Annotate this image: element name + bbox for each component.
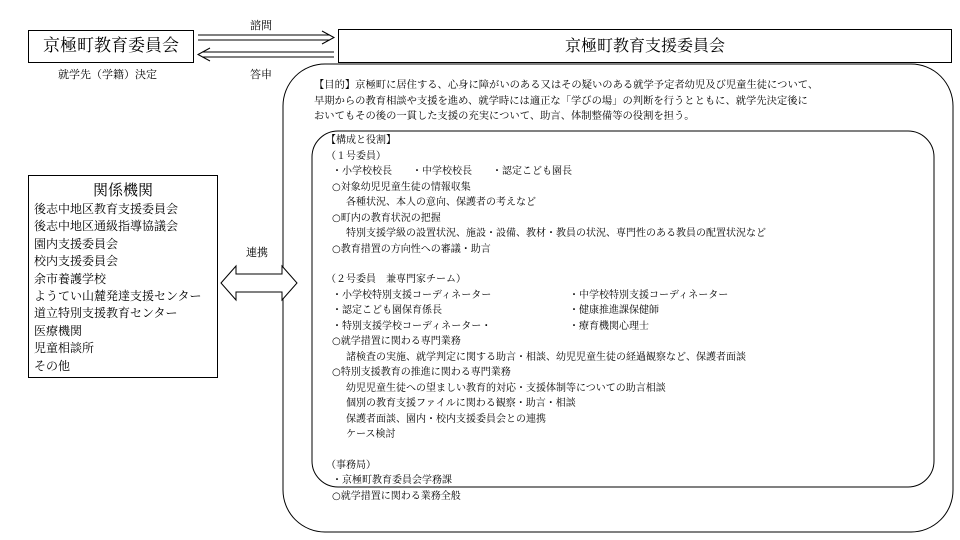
group2-member: ・療育機関心理士 — [569, 320, 649, 332]
board-of-education-box — [28, 30, 194, 63]
group2-role-detail: 個別の教育支援ファイルに関わる観察・助言・相談 — [346, 398, 576, 409]
purpose-line: 【目的】京極町に居住する、心身に障がいのある又はその疑いのある就学予定者幼児及び児童生徒について、 — [314, 79, 819, 91]
structure-section — [326, 133, 766, 504]
related-org-item: 後志中地区通級指導協議会 — [34, 219, 179, 234]
related-org-item: 医療機関 — [34, 323, 83, 338]
report-label: 答申 — [250, 68, 272, 81]
group2-member: ・認定こども園保育係長 — [332, 305, 442, 316]
group2-member: ・中学校特別支援コーディネーター — [569, 289, 729, 301]
purpose-line: 早期からの教育相談や支援を進め、就学時には適正な「学びの場」の判断を行うとともに、就学先決定後に — [314, 94, 808, 107]
group2-member-row — [326, 319, 766, 335]
inquiry-label: 諮問 — [250, 19, 272, 32]
group2-role-detail: ケース検討 — [346, 429, 396, 440]
structure-heading: 【構成と役割】 — [326, 135, 396, 146]
group2-title: （２号委員 兼専門家チーム） — [326, 274, 466, 285]
group2-member-row — [326, 288, 766, 304]
committee-purpose — [314, 78, 818, 125]
group2-role-detail: 幼児児童生徒への望ましい教育的対応・支援体制等についての助言相談 — [346, 382, 666, 394]
related-org-item: 校内支援委員会 — [34, 254, 119, 269]
group2-member: ・特別支援学校コーディネーター・ — [332, 320, 492, 332]
related-orgs-box — [28, 175, 218, 378]
related-org-item: 道立特別支援教育センター — [34, 306, 178, 321]
cooperation-arrow — [221, 266, 297, 300]
report-arrow — [198, 48, 334, 61]
group2-member: ・小学校特別支援コーディネーター — [332, 289, 492, 301]
related-org-item: 園内支援委員会 — [34, 236, 119, 251]
committee-title: 京極町教育支援委員会 — [564, 36, 725, 55]
group1-members: ・小学校校長 ・中学校校長 ・認定こども園長 — [332, 166, 572, 177]
group2-role-title: ○特別支援教育の推進に関わる専門業務 — [332, 367, 511, 378]
related-org-item: 余市養護学校 — [34, 271, 107, 286]
group1-role-detail: 各種状況、本人の意向、保護者の考えなど — [346, 197, 536, 208]
related-org-item: 後志中地区教育支援委員会 — [34, 202, 179, 216]
committee-title-box — [338, 29, 952, 63]
secretariat-item: ・京極町教育委員会学務課 — [332, 475, 452, 486]
group2-member: ・健康推進課保健師 — [569, 305, 659, 316]
cooperation-label: 連携 — [246, 246, 268, 259]
group1-title: （１号委員） — [326, 150, 386, 162]
board-of-education-title: 京極町教育委員会 — [43, 36, 179, 56]
group1-role-title: ○対象幼児児童生徒の情報収集 — [332, 181, 471, 193]
related-org-item: ようてい山麓発達支援センター — [34, 289, 202, 304]
group1-role-title: ○町内の教育状況の把握 — [332, 212, 441, 224]
group2-role-title: ○就学措置に関わる専門業務 — [332, 336, 461, 347]
purpose-line: おいてもその後の一貫した支援の充実について、助言、体制整備等の役割を担う。 — [314, 110, 695, 122]
board-of-education-subtitle: 就学先（学籍）決定 — [58, 68, 157, 81]
related-org-item: その他 — [34, 358, 71, 373]
related-org-item: 児童相談所 — [34, 341, 95, 356]
related-orgs-list — [34, 201, 202, 375]
secretariat-title: （事務局） — [326, 459, 376, 471]
group2-member-row — [326, 303, 766, 319]
group2-role-detail: 諸検査の実施、就学判定に関する助言・相談、幼児児童生徒の経過観察など、保護者面談 — [346, 351, 746, 363]
group1-role-title: ○教育措置の方向性への審議・助言 — [332, 243, 491, 255]
group2-role-detail: 保護者面談、園内・校内支援委員会との連携 — [346, 413, 546, 425]
group1-role-detail: 特別支援学級の設置状況、施設・設備、教材・教員の状況、専門性のある教員の配置状況など — [346, 228, 766, 239]
related-orgs-title: 関係機関 — [92, 181, 153, 199]
secretariat-item: ○就学措置に関わる業務全般 — [332, 490, 461, 502]
